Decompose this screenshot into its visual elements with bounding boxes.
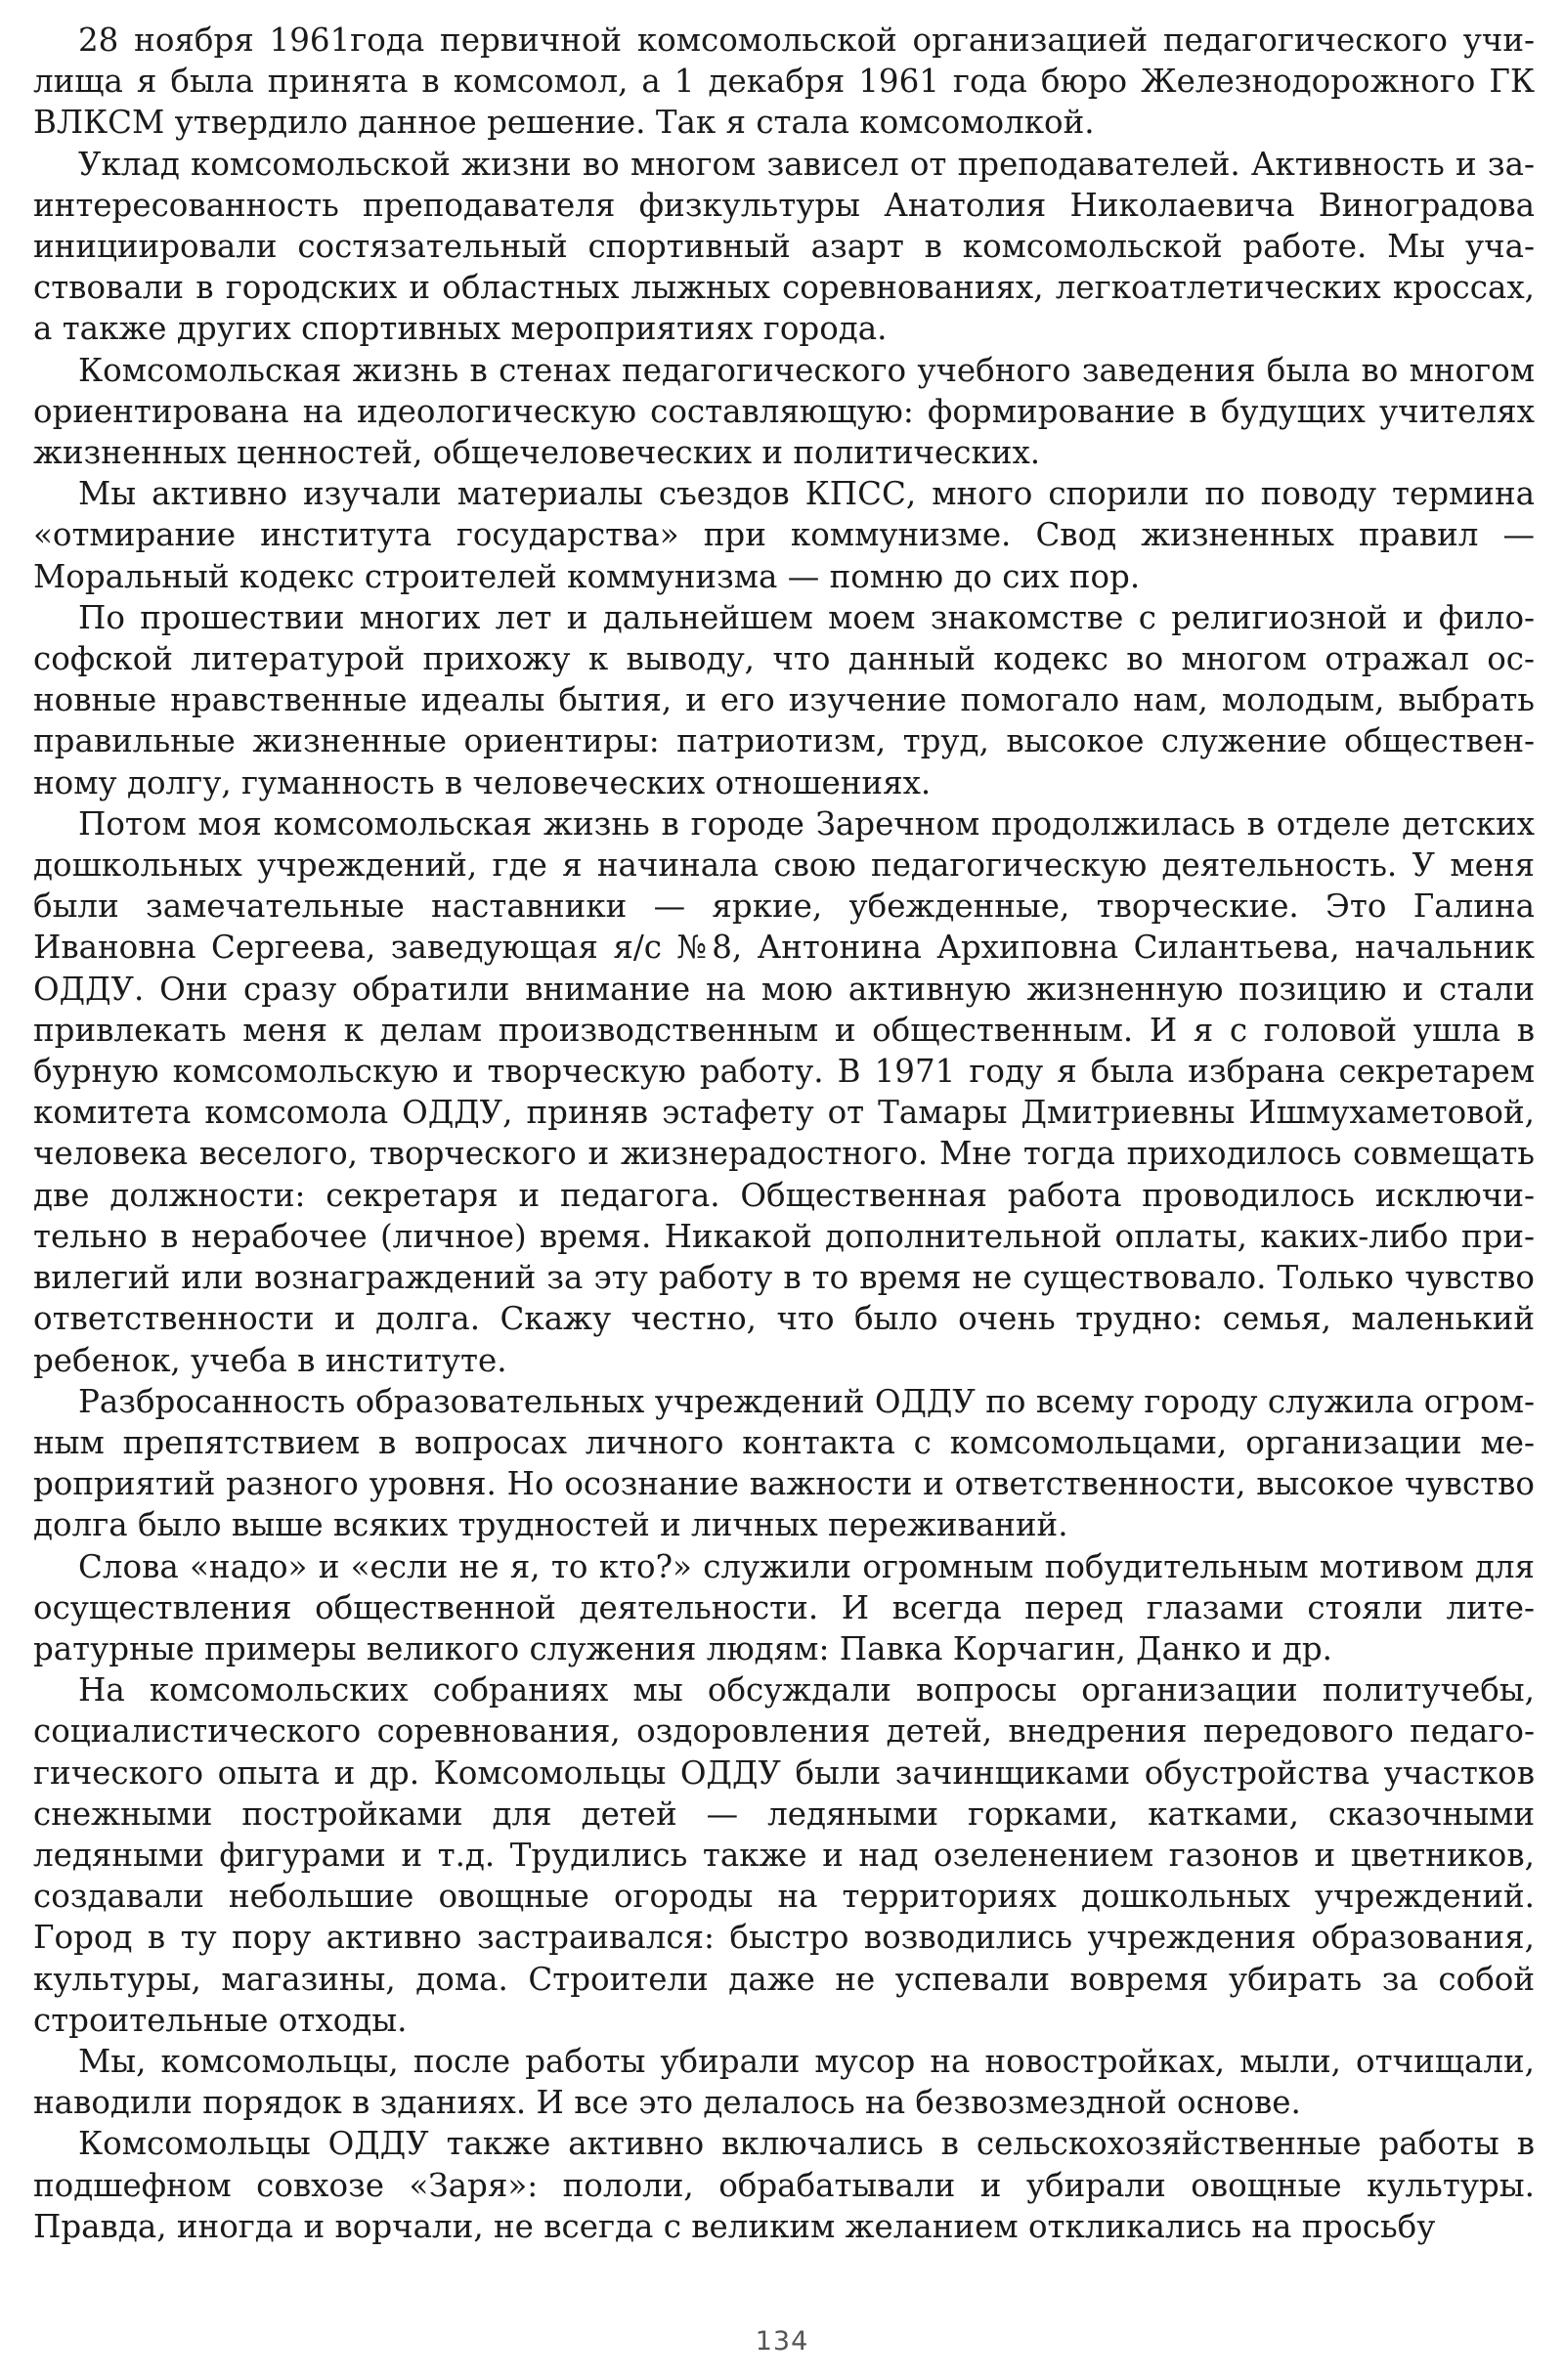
paragraph-2: Уклад комсомольской жизни во многом зависел от преподавателей. Активность и заинтересованность преподавателя физкультуры Анатолия Николаевича Виноградова инициировали состязательный спортивный азарт в комсомольской работе. Мы участвовали в городских и областных лыжных соревнованиях, легкоатлетических кроссах, а также других спортивных мероприятиях города.	[33, 145, 1535, 348]
paragraph-6: Потом моя комсомольская жизнь в городе Заречном продолжилась в отделе детских дошкольных учреждений, где я начинала свою педагогическую деятельность. У меня были замечательные наставники — яркие, убежденные, творческие. Это Галина Ивановна Сергеева, заведующая я/с №8, Антонина Архиповна Силантьева, начальник ОДДУ. Они сразу обратили внимание на мою активную жизненную позицию и стали привлекать меня к делам производственным и общественным. И я с головой ушла в бурную комсомольскую и творческую работу. В 1971 году я была избрана секретарем комитета комсомола ОДДУ, приняв эстафету от Тамары Дмитриевны Ишмухаметовой, человека веселого, творческого и жизнерадостного. Мне тогда приходилось совмещать две должности: секретаря и педагога. Общественная работа проводилось исключительно в нерабочее (личное) время. Никакой дополнительной оплаты, каких-либо привилегий или вознаграждений за эту работу в то время не существовало. Только чувство ответственности и долга. Скажу честно, что было очень трудно: семья, маленький ребенок, учеба в институте.	[33, 804, 1535, 1379]
body-text	[33, 20, 1535, 2247]
paragraph-4: Мы активно изучали материалы съездов КПСС, много спорили по поводу термина «отмирание института государства» при коммунизме. Свод жизненных правил — Моральный кодекс строителей коммунизма — помню до сих пор.	[33, 475, 1535, 595]
paragraph-8: Слова «надо» и «если не я, то кто?» служили огромным побудительным мотивом для осуществления общественной деятельности. И всегда перед глазами стояли литературные примеры великого служения людям: Павка Корчагин, Данко и др.	[33, 1547, 1535, 1667]
paragraph-7: Разбросанность образовательных учреждений ОДДУ по всему городу служила огромным препятствием в вопросах личного контакта с комсомольцами, организации мероприятий разного уровня. Но осознание важности и ответственности, высокое чувство долга было выше всяких трудностей и личных переживаний.	[33, 1382, 1535, 1544]
paragraph-11: Комсомольцы ОДДУ также активно включались в сельскохозяйственные работы в подшефном совхозе «Заря»: пололи, обрабатывали и убирали овощные культуры. Правда, иногда и ворчали, не всегда с великим желанием откликались на просьбу	[33, 2125, 1535, 2245]
paragraph-9: На комсомольских собраниях мы обсуждали вопросы организации политучебы, социалистического соревнования, оздоровления детей, внедрения передового педагогического опыта и др. Комсомольцы ОДДУ были зачинщиками обустройства участков снежными постройками для детей — ледяными горками, катками, сказочными ледяными фигурами и т.д. Трудились также и над озеленением газонов и цветников, создавали небольшие овощные огороды на территориях дошкольных учреждений. Город в ту пору активно застраивался: быстро возводились учреждения образования, культуры, магазины, дома. Строители даже не успевали вовремя убирать за собой строительные отходы.	[33, 1671, 1535, 2039]
paragraph-3: Комсомольская жизнь в стенах педагогического учебного заведения была во многом ориентирована на идеологическую составляющую: формирование в будущих учителях жизненных ценностей, общечеловеческих и политических.	[33, 351, 1535, 472]
paragraph-5: По прошествии многих лет и дальнейшем моем знакомстве с религиозной и философской литературой прихожу к выводу, что данный кодекс во многом отражал основные нравственные идеалы бытия, и его изучение помогало нам, молодым, выбрать правильные жизненные ориентиры: патриотизм, труд, высокое служение общественному долгу, гуманность в человеческих отношениях.	[33, 598, 1535, 801]
paragraph-1: 28 ноября 1961года первичной комсомольской организацией педагогического училища я была принята в комсомол, а 1 декабря 1961 года бюро Железнодорожного ГК ВЛКСМ утвердило данное решение. Так я стала комсомолкой.	[33, 22, 1535, 142]
page-number: 134	[755, 2326, 809, 2357]
paragraph-10: Мы, комсомольцы, после работы убирали мусор на новостройках, мыли, отчищали, наводили порядок в зданиях. И все это делалось на безвозмездной основе.	[33, 2042, 1535, 2122]
